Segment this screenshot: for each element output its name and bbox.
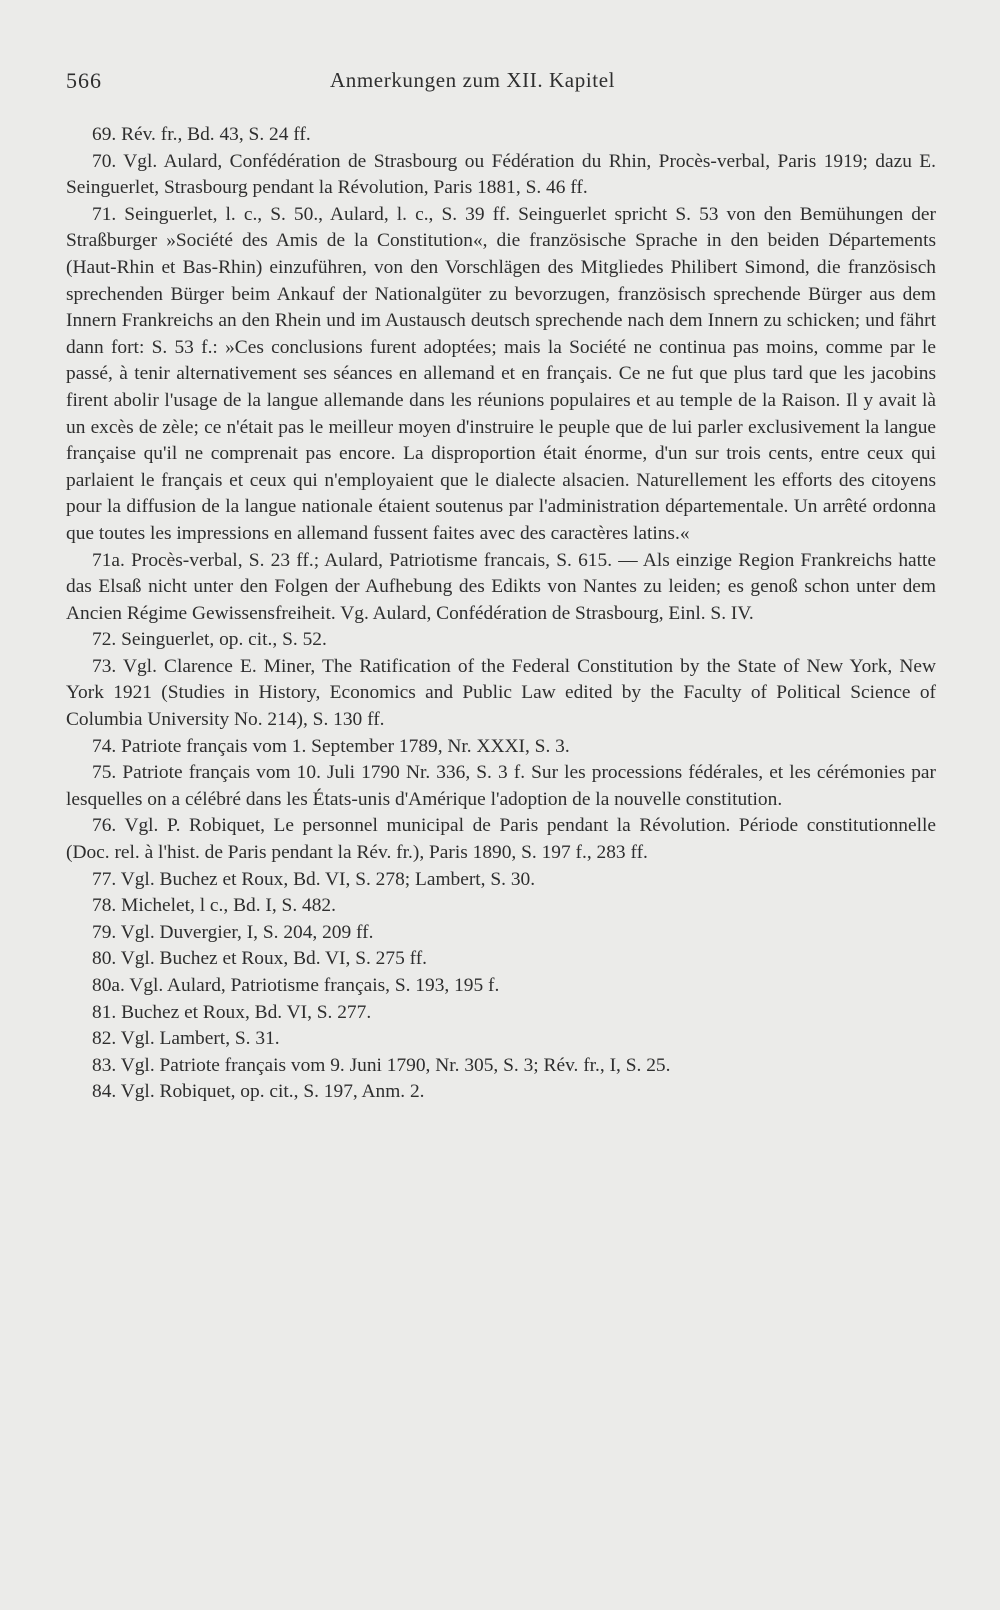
note-72: 72. Seinguerlet, op. cit., S. 52. <box>92 629 327 651</box>
page-header <box>66 68 936 98</box>
note-84: 84. Vgl. Robiquet, op. cit., S. 197, Anm. 2. <box>92 1081 425 1103</box>
note-74: 74. Patriote français vom 1. September 1789, Nr. XXXI, S. 3. <box>92 735 570 757</box>
page-number: 566 <box>66 68 102 93</box>
note-82: 82. Vgl. Lambert, S. 31. <box>92 1028 280 1050</box>
note-70: 70. Vgl. Aulard, Confédération de Strasbourg ou Fédération du Rhin, Procès-verbal, Paris 1919; dazu E. Seinguerlet, Strasbourg pendant la Révolution, Paris 1881, S. 46 ff. <box>66 150 936 199</box>
note-73: 73. Vgl. Clarence E. Miner, The Ratification of the Federal Constitution by the State of New York, New York 1921 (Studies in History, Economics and Public Law edited by the Faculty of Political Science of Columbia University No. 214), S. 130 ff. <box>66 655 936 731</box>
note-71a: 71a. Procès-verbal, S. 23 ff.; Aulard, Patriotisme francais, S. 615. — Als einzige Region Frankreichs hatte das Elsaß nicht unter den Folgen der Aufhebung des Edikts von Nantes zu leiden; es genoß schon unter dem Ancien Régime Gewissensfreiheit. Vg. Aulard, Confédération de Strasbourg, Einl. S. IV. <box>66 549 936 624</box>
note-83: 83. Vgl. Patriote français vom 9. Juni 1790, Nr. 305, S. 3; Rév. fr., I, S. 25. <box>92 1054 671 1076</box>
note-79: 79. Vgl. Duvergier, I, S. 204, 209 ff. <box>92 921 374 943</box>
running-title: Anmerkungen zum XII. Kapitel <box>330 68 616 92</box>
note-78: 78. Michelet, l c., Bd. I, S. 482. <box>92 895 336 917</box>
note-71: 71. Seinguerlet, l. c., S. 50., Aulard, l. c., S. 39 ff. Seinguerlet spricht S. 53 von den Bemühungen der Straßburger »Société des Amis de la Constitution«, die französische Sprache in den beiden Départements (Haut-Rhin et Bas-Rhin) einzuführen, von den Vorschlägen des Mitgliedes Philibert Simond, die französisch sprechenden Bürger beim Ankauf der Nationalgüter zu bevorzugen, französisch sprechende Bürger aus dem Innern Frankreichs an den Rhein und im Austausch deutsch sprechende nach dem Innern zu schicken; und fährt dann fort: S. 53 f.: »Ces conclusions furent adoptées; mais la Société ne continua pas moins, comme par le passé, à tenir alternativement ses séances en allemand et en français. Ce ne fut que plus tard que les jacobins firent abolir l'usage de la langue allemande dans les réunions populaires et au temple de la Raison. Il y avait là un excès de zèle; ce n'était pas le meilleur moyen d'instruire le peuple que de lui parler exclusivement la langue française qu'il ne comprenait pas encore. La disproportion était énorme, d'un sur trois cents, entre ceux qui parlaient le français et ceux qui n'employaient que le dialecte alsacien. Naturellement les efforts des citoyens pour la diffusion de la langue nationale étaient soutenus par l'administration départementale. Un arrêté ordonna que toutes les impressions en allemand fussent faites avec des caractères latins.« <box>66 203 936 544</box>
note-69: 69. Rév. fr., Bd. 43, S. 24 ff. <box>92 124 311 145</box>
note-75: 75. Patriote français vom 10. Juli 1790 Nr. 336, S. 3 f. Sur les processions fédérales, et les cérémonies par lesquelles on a célébré dans les États-unis d'Amérique l'adoption de la nouvelle constitution. <box>66 762 936 810</box>
note-77: 77. Vgl. Buchez et Roux, Bd. VI, S. 278; Lambert, S. 30. <box>92 868 536 890</box>
note-81: 81. Buchez et Roux, Bd. VI, S. 277. <box>92 1001 372 1023</box>
note-76: 76. Vgl. P. Robiquet, Le personnel municipal de Paris pendant la Révolution. Période constitutionnelle (Doc. rel. à l'hist. de Paris pendant la Rév. fr.), Paris 1890, S. 197 f., 283 ff. <box>66 815 936 864</box>
note-80a: 80a. Vgl. Aulard, Patriotisme français, S. 193, 195 f. <box>92 975 500 996</box>
endnotes <box>66 122 936 1106</box>
note-80: 80. Vgl. Buchez et Roux, Bd. VI, S. 275 ff. <box>92 948 428 970</box>
